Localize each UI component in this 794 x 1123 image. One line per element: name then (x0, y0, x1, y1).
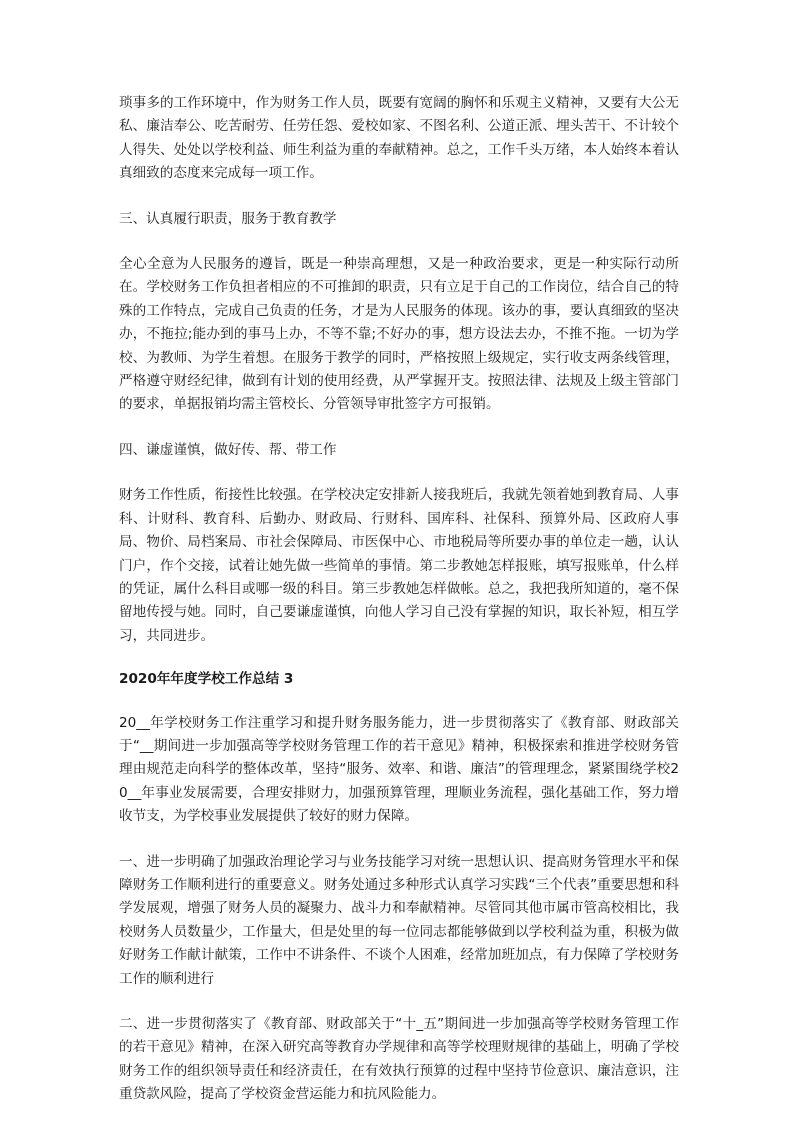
section-heading-three: 三、认真履行职责，服务于教育教学 (119, 210, 337, 227)
paragraph-handover: 财务工作性质，衔接性比较强。在学校决定安排新人接我班后，我就先领着她到教育局、人事科、计财科、教育科、后勤办、财政局、行财科、国库科、社保科、预算外局、区政府人事局、物价、局档案局、市社会保障局、市医保中心、市地税局等所要办事的单位走一趟，认认门户，作个交接，试着让她先做一些简单的事情。第二步教她怎样报账，填写报账单，什么样的凭证，属什么科目或哪一级的科目。第三步教她怎样做帐。总之，我把我所知道的，毫不保留地传授与她。同时，自己要谦虚谨慎，向他人学习自己没有掌握的知识，取长补短，相互学习，共同进步。 (119, 487, 679, 644)
paragraph-point-one: 一、进一步明确了加强政治理论学习与业务技能学习对统一思想认识、提高财务管理水平和保障财务工作顺利进行的重要意义。财务处通过多种形式认真学习实践“三个代表”重要思想和科学发展观，增强了财务人员的凝聚力、战斗力和奉献精神。尽管同其他市属市管高校相比，我校财务人员数量少，工作量大，但是处里的每一位同志都能够做到以学校利益为重，积极为做好财务工作献计献策，工作中不讲条件、不谈个人困难，经常加班加点，有力保障了学校财务工作的顺利进行 (119, 853, 679, 987)
paragraph-continuation: 琐事多的工作环境中，作为财务工作人员，既要有宽阔的胸怀和乐观主义精神，又要有大公无私、廉洁奉公、吃苦耐劳、任劳任怨、爱校如家、不图名利、公道正派、埋头苦干、不计较个人得失、处处以学校利益、师生利益为重的奉献精神。总之，工作千头万绪，本人始终本着认真细致的态度来完成每一项工作。 (119, 95, 679, 182)
document-title-3: 2020年年度学校工作总结 3 (119, 671, 294, 688)
paragraph-summary: 20__年学校财务工作注重学习和提升财务服务能力，进一步贯彻落实了《教育部、财政部关于“__期间进一步加强高等学校财务管理工作的若干意见》精神，积极探索和推进学校财务管理由规范走向科学的整体改革，坚持“服务、效率、和谐、廉洁”的管理理念，紧紧围绕学校20__年事业发展需要，合理安排财力，加强预算管理，理顺业务流程，强化基础工作，努力增收节支，为学校事业发展提供了较好的财力保障。 (119, 714, 679, 825)
section-heading-four: 四、谦虚谨慎，做好传、帮、带工作 (119, 441, 337, 458)
document-page (119, 92, 679, 1107)
paragraph-point-two: 二、进一步贯彻落实了《教育部、财政部关于“十_五”期间进一步加强高等学校财务管理工作的若干意见》精神，在深入研究高等教育办学规律和高等学校理财规律的基础上，明确了学校财务工作的组织领导责任和经济责任，在有效执行预算的过程中坚持节俭意识、廉洁意识，注重贷款风险，提高了学校资金营运能力和抗风险能力。 (119, 1016, 679, 1103)
paragraph-service: 全心全意为人民服务的遵旨，既是一种崇高理想，又是一种政治要求，更是一种实际行动所在。学校财务工作负担者相应的不可推卸的职责，只有立足于自己的工作岗位，结合自己的特殊的工作特点，完成自己负责的任务，才是为人民服务的体现。该办的事，要认真细致的坚决办，不拖拉;能办到的事马上办，不等不靠;不好办的事，想方设法去办，不推不拖。一切为学校、为教师、为学生着想。在服务于教学的同时，严格按照上级规定，实行收支两条线管理，严格遵守财经纪律，做到有计划的使用经费，从严掌握开支。按照法律、法规及上级主管部门的要求，单据报销均需主管校长、分管领导审批签字方可报销。 (119, 256, 679, 413)
